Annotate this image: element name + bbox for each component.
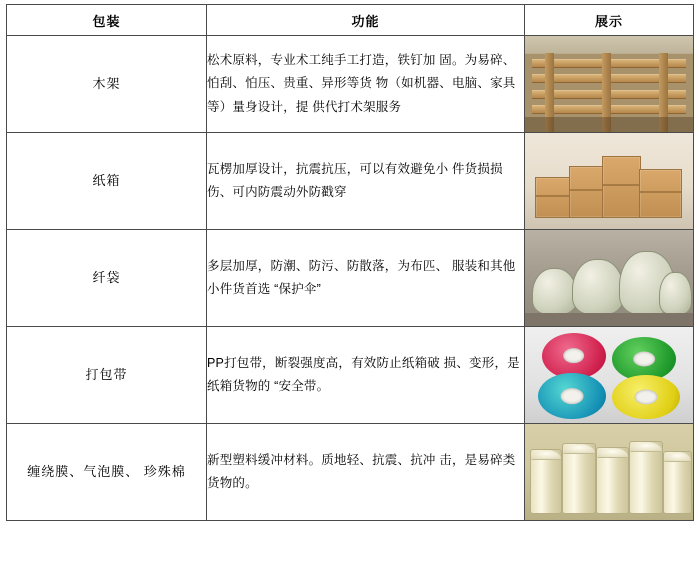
- column-header-function: 功能: [207, 5, 525, 36]
- package-display: [525, 424, 694, 521]
- packaging-table: [6, 4, 694, 521]
- table-row: [7, 133, 694, 230]
- package-function: PP打包带，断裂强度高，有效防止纸箱破 损、变形，是纸箱货物的 “安全带。: [207, 327, 525, 424]
- package-name: 缠绕膜、气泡膜、 珍殊棉: [7, 424, 207, 521]
- package-name: 木架: [7, 36, 207, 133]
- carton-box-photo: [525, 133, 693, 229]
- package-function: 新型塑料缓冲材料。质地轻、抗震、抗冲 击，是易碎类货物的。: [207, 424, 525, 521]
- package-display: [525, 327, 694, 424]
- package-function: 瓦楞加厚设计，抗震抗压，可以有效避免小 件货损损伤、可内防震动外防戳穿: [207, 133, 525, 230]
- table-row: [7, 327, 694, 424]
- woven-bag-photo: [525, 230, 693, 326]
- wooden-crate-photo: [525, 36, 693, 132]
- table-row: [7, 230, 694, 327]
- table-header: [7, 5, 694, 36]
- strapping-reels-photo: [525, 327, 693, 423]
- package-name: 打包带: [7, 327, 207, 424]
- package-function: 松术原料，专业术工纯手工打造，铁钉加 固。为易碎、怕刮、怕压、贵重、异形等货 物（如机器、电脑、家具等）量身设计，提 供代打术架服务: [207, 36, 525, 133]
- package-display: [525, 230, 694, 327]
- table-row: [7, 424, 694, 521]
- stretch-film-photo: [525, 424, 693, 520]
- package-function: 多层加厚，防潮、防污、防散落，为布匹、 服装和其他小件货首选 “保护伞”: [207, 230, 525, 327]
- column-header-package: 包装: [7, 5, 207, 36]
- package-display: [525, 133, 694, 230]
- table-row: [7, 36, 694, 133]
- package-name: 纤袋: [7, 230, 207, 327]
- header-row: [7, 5, 694, 36]
- package-name: 纸箱: [7, 133, 207, 230]
- table-body: [7, 36, 694, 521]
- package-display: [525, 36, 694, 133]
- column-header-display: 展示: [525, 5, 694, 36]
